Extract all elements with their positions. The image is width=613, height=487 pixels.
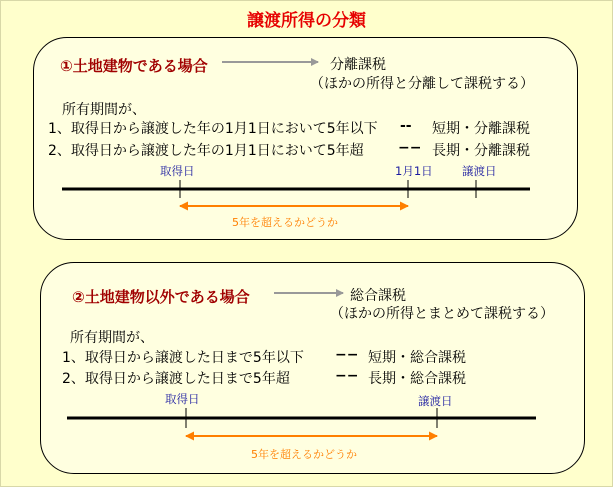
case1-marker-acquisition: 取得日: [160, 164, 195, 178]
case2-rule2-result: 長期・総合課税: [368, 371, 466, 387]
case2-heading: ②土地建物以外である場合: [72, 288, 250, 306]
case1-rule2-dash: −−: [398, 140, 422, 156]
case2-rule1-result: 短期・総合課税: [368, 350, 466, 366]
case1-rule1-text: 1、取得日から譲渡した年の1月1日において5年以下: [48, 121, 378, 137]
case2-result: 総合課税: [350, 288, 406, 304]
page-title: 譲渡所得の分類: [247, 11, 366, 31]
case2-span-label: 5年を超えるかどうか: [251, 448, 357, 461]
case1-rule1-result: 短期・分離課税: [432, 121, 530, 137]
case2-marker-transfer: 譲渡日: [418, 394, 453, 408]
case1-marker-transfer: 譲渡日: [462, 164, 497, 178]
case1-rule2-result: 長期・分離課税: [432, 143, 530, 159]
case1-period-label: 所有期間が、: [62, 102, 146, 118]
case1-heading: ①土地建物である場合: [60, 57, 208, 75]
case2-rule2-text: 2、取得日から譲渡した日まで5年超: [62, 371, 290, 387]
case2-marker-acquisition: 取得日: [165, 392, 200, 406]
case2-rule1-dash: −−: [335, 347, 359, 363]
case2-rule2-dash: −−: [335, 368, 359, 384]
case2-result-note: （ほかの所得とまとめて課税する）: [330, 306, 554, 322]
case1-result: 分離課税: [330, 57, 386, 73]
case2-rule1-text: 1、取得日から譲渡した日まで5年以下: [62, 350, 304, 366]
case1-marker-jan1: 1月1日: [395, 164, 433, 178]
case1-result-note: （ほかの所得と分離して課税する）: [310, 76, 534, 92]
case1-rule1-dash: --: [400, 118, 412, 134]
case1-span-label: 5年を超えるかどうか: [232, 216, 338, 229]
case1-rule2-text: 2、取得日から譲渡した年の1月1日において5年超: [48, 143, 364, 159]
case2-period-label: 所有期間が、: [70, 330, 154, 346]
